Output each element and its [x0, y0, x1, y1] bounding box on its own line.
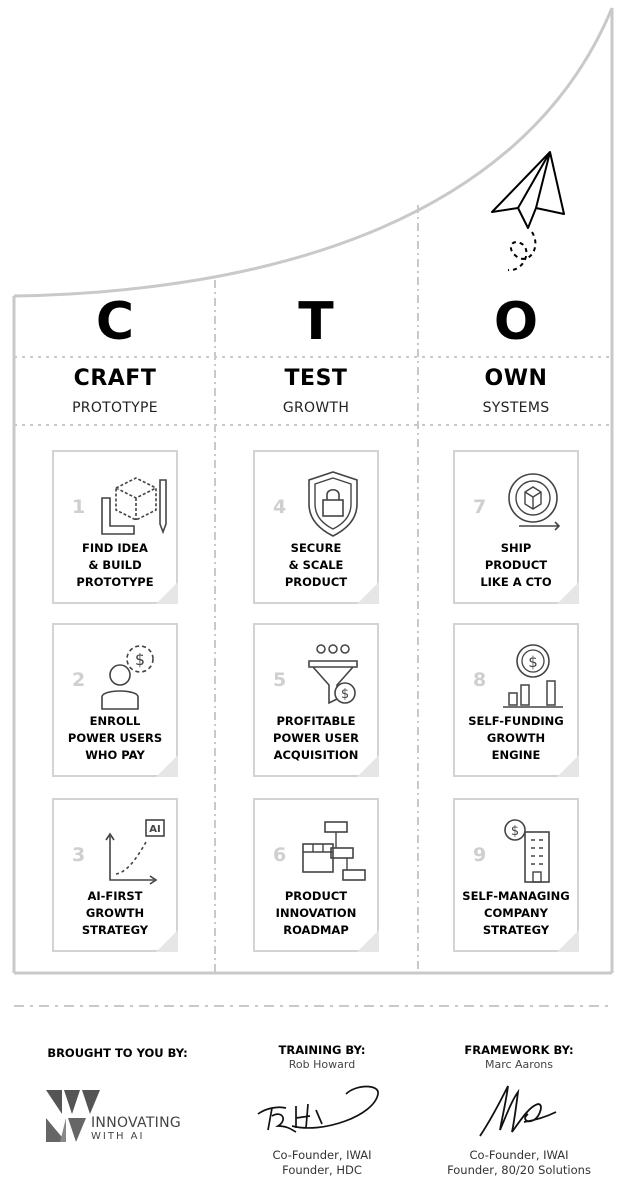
phase-title-own: OWN — [484, 366, 548, 391]
framework-author-signature — [478, 1078, 558, 1140]
page-fold — [557, 582, 579, 604]
iwai-logo-line2: WITH AI — [91, 1131, 145, 1142]
step-label: ENROLL POWER USERS WHO PAY — [67, 714, 163, 762]
paper-plane-icon — [488, 148, 570, 278]
step-card-5 — [253, 623, 379, 777]
roadmap-flow-icon — [295, 816, 371, 886]
step-label: SECURE & SCALE PRODUCT — [284, 541, 348, 589]
phase-title-test: TEST — [284, 366, 348, 391]
step-number: 1 — [72, 496, 86, 518]
page-fold — [156, 582, 178, 604]
step-number: 8 — [473, 669, 487, 691]
page-fold — [557, 755, 579, 777]
trainer-role-1: Co-Founder, IWAI — [272, 1148, 372, 1162]
page-fold — [357, 755, 379, 777]
step-card-2 — [52, 623, 178, 777]
ai-chip-text: AI — [149, 824, 161, 835]
page-fold — [156, 755, 178, 777]
iwai-logo-line1: INNOVATING — [91, 1115, 182, 1131]
svg-text:$: $ — [528, 653, 538, 671]
page-fold — [557, 930, 579, 952]
phase-letter-o: O — [493, 292, 539, 352]
step-card-7 — [453, 450, 579, 604]
phase-subtitle-systems: SYSTEMS — [482, 400, 550, 416]
framework-by-heading: FRAMEWORK BY: — [464, 1043, 574, 1057]
phase-title-craft: CRAFT — [73, 366, 157, 391]
svg-text:$: $ — [134, 650, 146, 669]
step-number: 9 — [473, 844, 487, 866]
step-card-3 — [52, 798, 178, 952]
ai-growth-chart-icon — [94, 816, 170, 886]
svg-text:$: $ — [340, 687, 350, 702]
dollar-bars-icon — [495, 641, 571, 711]
phase-letter-t: T — [298, 292, 334, 352]
page-fold — [357, 582, 379, 604]
step-number: 6 — [273, 844, 287, 866]
step-card-8 — [453, 623, 579, 777]
step-label: SELF-FUNDING GROWTH ENGINE — [468, 714, 564, 762]
trainer-signature — [252, 1080, 384, 1140]
shield-lock-icon — [295, 468, 371, 538]
page-fold — [156, 930, 178, 952]
framework-author-role-2: Founder, 80/20 Solutions — [447, 1163, 591, 1177]
box-ruler-pencil-icon — [94, 468, 170, 538]
framework-author-name: Marc Aarons — [484, 1058, 554, 1071]
step-number: 7 — [473, 496, 487, 518]
step-card-9 — [453, 798, 579, 952]
step-label: SHIP PRODUCT LIKE A CTO — [480, 541, 552, 589]
step-label: AI-FIRST GROWTH STRATEGY — [81, 889, 149, 937]
footer-divider — [14, 1004, 612, 1008]
step-number: 4 — [273, 496, 287, 518]
step-label: SELF-MANAGING COMPANY STRATEGY — [462, 889, 570, 937]
step-label: FIND IDEA & BUILD PROTOTYPE — [76, 541, 154, 589]
dollar-building-icon — [495, 816, 571, 886]
phase-subtitle-growth: GROWTH — [282, 400, 350, 416]
training-by-heading: TRAINING BY: — [278, 1043, 366, 1057]
ship-box-circle-icon — [495, 468, 571, 538]
phase-letter-c: C — [95, 292, 135, 352]
trainer-name: Rob Howard — [288, 1058, 356, 1071]
trainer-role-2: Founder, HDC — [282, 1163, 362, 1177]
user-dollar-icon — [94, 641, 170, 711]
funnel-users-icon — [295, 641, 371, 711]
step-number: 3 — [72, 844, 86, 866]
step-card-6 — [253, 798, 379, 952]
step-label: PRODUCT INNOVATION ROADMAP — [275, 889, 357, 937]
page-fold — [357, 930, 379, 952]
svg-text:$: $ — [510, 824, 520, 839]
framework-author-role-1: Co-Founder, IWAI — [469, 1148, 569, 1162]
step-label: PROFITABLE POWER USER ACQUISITION — [273, 714, 359, 762]
phase-subtitle-prototype: PROTOTYPE — [72, 400, 158, 416]
brought-to-you-by-heading: BROUGHT TO YOU BY: — [47, 1046, 188, 1060]
step-card-4 — [253, 450, 379, 604]
step-number: 5 — [273, 669, 287, 691]
step-number: 2 — [72, 669, 86, 691]
step-card-1 — [52, 450, 178, 604]
